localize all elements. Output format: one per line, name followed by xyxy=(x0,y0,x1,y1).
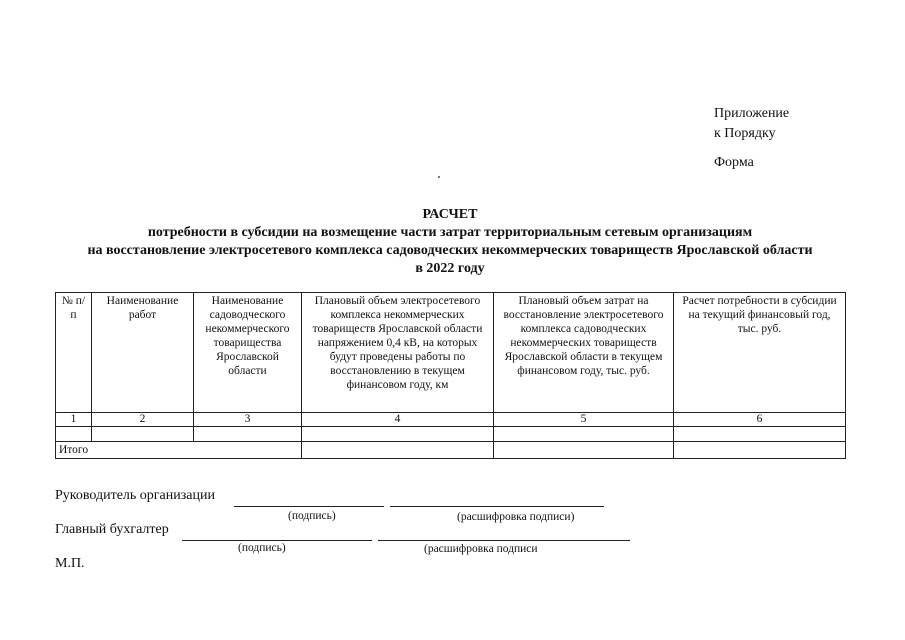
table-total-row xyxy=(56,442,846,459)
empty-cell xyxy=(494,427,674,442)
head-signature-line xyxy=(234,506,384,507)
table-column-numbers-row xyxy=(56,413,846,427)
accountant-sign-caption: (подпись) xyxy=(238,542,286,554)
accountant-signature-line xyxy=(182,540,372,541)
header-cell-planned-costs: Плановый объем затрат на восстановление электросетевого комплекса садоводческих некоммерческих товариществ Ярославской области в текущем финансовом году, тыс. руб. xyxy=(494,293,674,413)
title-line-2: потребности в субсидии на возмещение части затрат территориальным сетевым организациям xyxy=(147,225,753,240)
column-number-cell: 4 xyxy=(302,413,494,427)
table-header-row xyxy=(56,293,846,413)
table-row xyxy=(56,427,846,442)
accountant-decode-caption: (расшифровка подписи xyxy=(424,543,538,555)
document-title xyxy=(40,206,860,278)
empty-cell xyxy=(194,427,302,442)
header-cell-subsidy-calculation: Расчет потребности в субсидии на текущий финансовый год, тыс. руб. xyxy=(674,293,846,413)
column-number-cell: 1 xyxy=(56,413,92,427)
form-label: Форма xyxy=(714,155,754,170)
header-cell-partnership: Наименование садоводческого некоммерческого товарищества Ярославской области xyxy=(194,293,302,413)
appendix-header xyxy=(714,104,789,144)
total-label-cell: Итого xyxy=(56,442,302,459)
calculation-table xyxy=(55,292,846,459)
empty-cell xyxy=(56,427,92,442)
scan-dot xyxy=(438,176,440,178)
accountant-signature-label: Главный бухгалтер xyxy=(55,522,169,537)
total-value-cell xyxy=(494,442,674,459)
column-number-cell: 5 xyxy=(494,413,674,427)
column-number-cell: 6 xyxy=(674,413,846,427)
column-number-cell: 2 xyxy=(92,413,194,427)
column-number-cell: 3 xyxy=(194,413,302,427)
head-sign-caption: (подпись) xyxy=(288,510,336,522)
title-line-3: на восстановление электросетевого комплекса садоводческих некоммерческих товариществ Ярославской области xyxy=(87,243,813,258)
head-decode-caption: (расшифровка подписи) xyxy=(457,511,575,523)
empty-cell xyxy=(302,427,494,442)
header-cell-number: № п/п xyxy=(56,293,92,413)
header-cell-planned-volume-km: Плановый объем электросетевого комплекса некоммерческих товариществ Ярославской области напряжением 0,4 кВ, на которых будут проведены работы по восстановлению в текущем финансовом году, км xyxy=(302,293,494,413)
appendix-line-1: Приложение xyxy=(714,106,790,121)
title-line-1: РАСЧЕТ xyxy=(422,207,478,222)
stamp-placeholder: М.П. xyxy=(55,556,85,571)
total-value-cell xyxy=(302,442,494,459)
head-decode-line xyxy=(390,506,604,507)
header-cell-works: Наименование работ xyxy=(92,293,194,413)
accountant-decode-line xyxy=(378,540,630,541)
empty-cell xyxy=(92,427,194,442)
title-line-4: в 2022 году xyxy=(415,261,485,276)
total-value-cell xyxy=(674,442,846,459)
appendix-line-2: к Порядку xyxy=(714,126,776,141)
head-signature-label: Руководитель организации xyxy=(55,488,215,503)
empty-cell xyxy=(674,427,846,442)
